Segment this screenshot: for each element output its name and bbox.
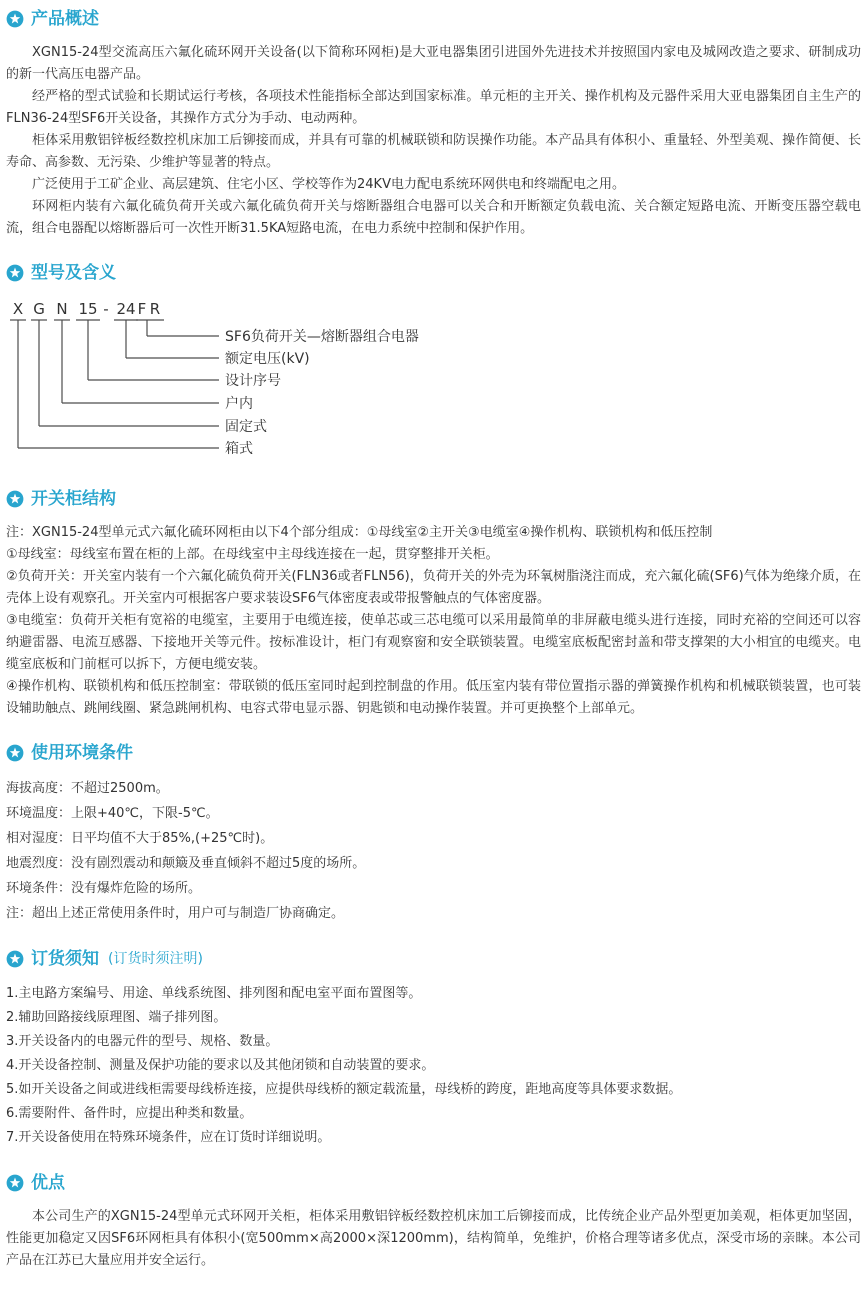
paragraph: XGN15-24型交流高压六氟化硫环网开关设备(以下简称环网柜)是大亚电器集团引进国外先进技术并按照国内家电及城网改造之要求、研制成功的新一代高压电器产品。: [6, 45, 861, 82]
order-item: 4.开关设备控制、测量及保护功能的要求以及其他闭锁和自动装置的要求。: [6, 1058, 435, 1073]
heading-model-designation: [6, 262, 861, 284]
heading-environment-conditions: [6, 742, 861, 764]
model-label: 固定式: [225, 419, 267, 435]
order-item: 6.需要附件、备件时，应提出种类和数量。: [6, 1106, 253, 1121]
order-item: 2.辅助回路接线原理图、端子排列图。: [6, 1010, 227, 1025]
section-title: 使用环境条件: [31, 743, 133, 763]
section-title: 产品概述: [31, 9, 99, 29]
env-line: 相对湿度：日平均值不大于85%,(+25℃时)。: [6, 831, 274, 846]
model-label: 额定电压(kV): [225, 351, 310, 367]
paragraph: 广泛使用于工矿企业、高层建筑、住宅小区、学校等作为24KV电力配电系统环网供电和终端配电之用。: [32, 177, 625, 192]
model-code-segment: N: [56, 300, 68, 318]
section-title: 型号及含义: [31, 263, 116, 283]
model-label: SF6负荷开关—熔断器组合电器: [225, 329, 419, 345]
model-code-segment: G: [33, 300, 45, 318]
star-circle-icon: [6, 10, 24, 28]
model-code-segment: -: [103, 300, 109, 318]
section-model-designation: [6, 262, 861, 466]
diagram-lines: [10, 320, 219, 448]
section-title: 优点: [31, 1173, 65, 1193]
structure-item: ④操作机构、联锁机构和低压控制室：带联锁的低压室同时起到控制盘的作用。低压室内装有带位置指示器的弹簧操作机构和机械联锁装置，也可装设辅助触点、跳闸线圈、紧急跳闸机构、电容式带电显示器、钥匙锁和电动操作装置。并可更换整个上部单元。: [6, 679, 861, 716]
section-ordering-instructions: [6, 948, 861, 1150]
star-circle-icon: [6, 264, 24, 282]
env-line: 环境条件：没有爆炸危险的场所。: [6, 881, 202, 896]
paragraph: 经严格的型式试验和长期试运行考核，各项技术性能指标全部达到国家标准。单元柜的主开关、操作机构及元器件采用大亚电器集团自主生产的FLN36-24型SF6开关设备，其操作方式分为手动、电动两种。: [6, 89, 861, 126]
section-subtitle: (订货时须注明): [108, 951, 203, 967]
section-switchgear-structure: [6, 488, 861, 720]
section-advantages: [6, 1172, 861, 1272]
star-circle-icon: [6, 490, 24, 508]
structure-note: 注：XGN15-24型单元式六氟化硫环网柜由以下4个部分组成：①母线室②主开关③电缆室④操作机构、联锁机构和低压控制: [6, 525, 713, 540]
model-code-segment: 15: [78, 300, 98, 318]
order-item: 3.开关设备内的电器元件的型号、规格、数量。: [6, 1034, 279, 1049]
model-code-diagram: [6, 300, 476, 462]
section-title: 订货须知: [31, 949, 99, 969]
env-line: 海拔高度：不超过2500m。: [6, 781, 169, 796]
order-item: 7.开关设备使用在特殊环境条件，应在订货时详细说明。: [6, 1130, 331, 1145]
env-line: 地震烈度：没有剧烈震动和颠簸及垂直倾斜不超过5度的场所。: [6, 856, 366, 871]
heading-ordering-instructions: [6, 948, 861, 970]
heading-switchgear-structure: [6, 488, 861, 510]
order-item: 1.主电路方案编号、用途、单线系统图、排列图和配电室平面布置图等。: [6, 986, 422, 1001]
model-code-segment: X: [12, 300, 24, 318]
model-label: 设计序号: [225, 373, 281, 389]
star-circle-icon: [6, 744, 24, 762]
order-item: 5.如开关设备之间或进线柜需要母线桥连接，应提供母线桥的额定载流量，母线桥的跨度，距地高度等具体要求数据。: [6, 1082, 682, 1097]
env-line: 注：超出上述正常使用条件时，用户可与制造厂协商确定。: [6, 906, 345, 921]
heading-advantages: [6, 1172, 861, 1194]
model-label: 户内: [225, 396, 253, 412]
structure-item: ①母线室：母线室布置在柜的上部。在母线室中主母线连接在一起，贯穿整排开关柜。: [6, 547, 499, 562]
structure-item: ③电缆室：负荷开关柜有宽裕的电缆室，主要用于电缆连接，使单芯或三芯电缆可以采用最简单的非屏蔽电缆头进行连接，同时充裕的空间还可以容纳避雷器、电流互感器、下接地开关等元件。按标准设计，柜门有观察窗和安全联锁装置。电缆室底板配密封盖和带支撑架的大小相宜的电缆夹。电缆室底板和门前框可以拆下，方便电缆安装。: [6, 613, 861, 672]
paragraph: 本公司生产的XGN15-24型单元式环网开关柜，柜体采用敷铝锌板经数控机床加工后铆接而成，比传统企业产品外型更加美观，柜体更加坚固，性能更加稳定又因SF6环网柜具有体积小(宽500mm×高2000×深1200mm)，结构简单，免维护，价格合理等诸多优点，深受市场的亲睐。本公司产品在江苏已大量应用并安全运行。: [6, 1209, 861, 1268]
paragraph: 环网柜内装有六氟化硫负荷开关或六氟化硫负荷开关与熔断器组合电器可以关合和开断额定负载电流、关合额定短路电流、开断变压器空载电流，组合电器配以熔断器后可一次性开断31.5KA短路电流，在电力系统中控制和保护作用。: [6, 199, 861, 236]
section-product-overview: [6, 8, 861, 240]
star-circle-icon: [6, 1174, 24, 1192]
section-title: 开关柜结构: [31, 489, 116, 509]
env-line: 环境温度：上限+40℃，下限-5℃。: [6, 806, 219, 821]
heading-product-overview: [6, 8, 861, 30]
structure-item: ②负荷开关：开关室内装有一个六氟化硫负荷开关(FLN36或者FLN56)，负荷开关的外壳为环氧树脂浇注而成，充六氟化硫(SF6)气体为绝缘介质，在壳体上设有观察孔。开关室内可根据客户要求装设SF6气体密度表或带报警触点的气体密度器。: [6, 569, 861, 606]
star-circle-icon: [6, 950, 24, 968]
paragraph: 柜体采用敷铝锌板经数控机床加工后铆接而成，并具有可靠的机械联锁和防误操作功能。本产品具有体积小、重量轻、外型美观、操作简便、长寿命、高参数、无污染、少维护等显著的特点。: [6, 133, 861, 170]
model-label: 箱式: [225, 441, 253, 457]
model-code-segment: F: [137, 300, 147, 318]
model-code-segment: R: [149, 300, 161, 318]
model-code-segment: 24: [116, 300, 136, 318]
section-environment-conditions: [6, 742, 861, 926]
